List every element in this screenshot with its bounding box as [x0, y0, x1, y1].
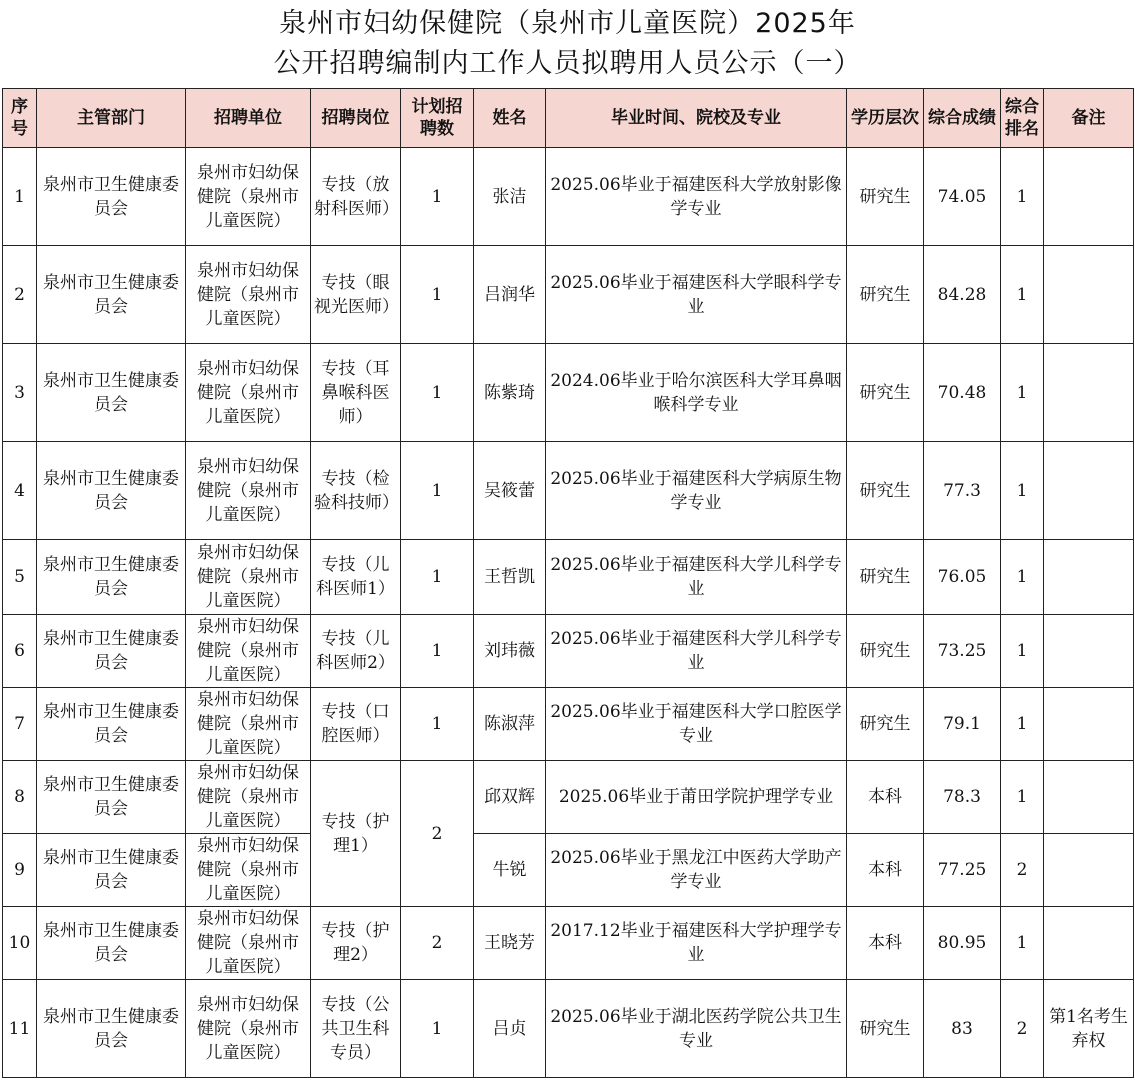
- cell-rank: 1: [1001, 442, 1044, 540]
- cell-rank: 1: [1001, 148, 1044, 246]
- cell-edu: 2025.06毕业于福建医科大学眼科学专业: [546, 246, 847, 344]
- cell-no: 1: [3, 148, 37, 246]
- col-header-unit: 招聘单位: [186, 89, 311, 148]
- cell-edu: 2025.06毕业于福建医科大学儿科学专业: [546, 615, 847, 688]
- cell-note: [1044, 442, 1134, 540]
- cell-name: 刘玮薇: [474, 615, 546, 688]
- cell-note: [1044, 761, 1134, 834]
- cell-post: 专技（儿科医师1）: [311, 540, 401, 615]
- cell-post: 专技（放射科医师）: [311, 148, 401, 246]
- cell-plan: 1: [401, 540, 474, 615]
- cell-name: 邱双辉: [474, 761, 546, 834]
- cell-score: 78.3: [924, 761, 1001, 834]
- cell-no: 11: [3, 980, 37, 1078]
- cell-unit: 泉州市妇幼保健院（泉州市儿童医院）: [186, 907, 311, 980]
- cell-score: 80.95: [924, 907, 1001, 980]
- table-row: [3, 688, 1134, 761]
- cell-score: 84.28: [924, 246, 1001, 344]
- cell-score: 76.05: [924, 540, 1001, 615]
- cell-level: 研究生: [847, 148, 924, 246]
- cell-no: 7: [3, 688, 37, 761]
- table-row: [3, 540, 1134, 615]
- col-header-plan: 计划招聘数: [401, 89, 474, 148]
- cell-unit: 泉州市妇幼保健院（泉州市儿童医院）: [186, 442, 311, 540]
- cell-unit: 泉州市妇幼保健院（泉州市儿童医院）: [186, 980, 311, 1078]
- cell-unit: 泉州市妇幼保健院（泉州市儿童医院）: [186, 615, 311, 688]
- cell-rank: 1: [1001, 688, 1044, 761]
- cell-name: 王哲凯: [474, 540, 546, 615]
- cell-dept: 泉州市卫生健康委员会: [37, 246, 186, 344]
- cell-post: 专技（儿科医师2）: [311, 615, 401, 688]
- cell-plan: 2: [401, 907, 474, 980]
- cell-dept: 泉州市卫生健康委员会: [37, 148, 186, 246]
- cell-rank: 2: [1001, 834, 1044, 907]
- cell-name: 王晓芳: [474, 907, 546, 980]
- cell-note: [1044, 540, 1134, 615]
- cell-rank: 2: [1001, 980, 1044, 1078]
- cell-score: 83: [924, 980, 1001, 1078]
- table-row: [3, 148, 1134, 246]
- cell-edu: 2025.06毕业于莆田学院护理学专业: [546, 761, 847, 834]
- cell-score: 70.48: [924, 344, 1001, 442]
- col-header-post: 招聘岗位: [311, 89, 401, 148]
- title-line-1: 泉州市妇幼保健院（泉州市儿童医院）2025年: [279, 8, 856, 39]
- table-row: [3, 442, 1134, 540]
- cell-post: 专技（耳鼻喉科医师）: [311, 344, 401, 442]
- cell-post: 专技（公共卫生科专员）: [311, 980, 401, 1078]
- candidates-table: [2, 88, 1134, 1078]
- cell-no: 8: [3, 761, 37, 834]
- page-title: [0, 0, 1135, 84]
- cell-post: 专技（检验科技师）: [311, 442, 401, 540]
- cell-unit: 泉州市妇幼保健院（泉州市儿童医院）: [186, 344, 311, 442]
- cell-edu: 2025.06毕业于福建医科大学放射影像学专业: [546, 148, 847, 246]
- cell-score: 77.3: [924, 442, 1001, 540]
- table-row: [3, 907, 1134, 980]
- cell-note: 第1名考生弃权: [1044, 980, 1134, 1078]
- cell-rank: 1: [1001, 540, 1044, 615]
- cell-plan: 1: [401, 980, 474, 1078]
- cell-edu: 2025.06毕业于湖北医药学院公共卫生专业: [546, 980, 847, 1078]
- cell-dept: 泉州市卫生健康委员会: [37, 540, 186, 615]
- cell-no: 4: [3, 442, 37, 540]
- cell-post: 专技（护理2）: [311, 907, 401, 980]
- table-row: [3, 834, 1134, 907]
- cell-note: [1044, 688, 1134, 761]
- cell-plan: 1: [401, 344, 474, 442]
- cell-unit: 泉州市妇幼保健院（泉州市儿童医院）: [186, 688, 311, 761]
- cell-post: 专技（护理1）: [311, 761, 401, 907]
- col-header-edu: 毕业时间、院校及专业: [546, 89, 847, 148]
- cell-level: 研究生: [847, 540, 924, 615]
- cell-note: [1044, 834, 1134, 907]
- cell-plan: 1: [401, 442, 474, 540]
- cell-rank: 1: [1001, 344, 1044, 442]
- col-header-name: 姓名: [474, 89, 546, 148]
- cell-level: 本科: [847, 834, 924, 907]
- cell-score: 77.25: [924, 834, 1001, 907]
- col-header-dept: 主管部门: [37, 89, 186, 148]
- col-header-note: 备注: [1044, 89, 1134, 148]
- cell-level: 研究生: [847, 615, 924, 688]
- cell-post: 专技（口腔医师）: [311, 688, 401, 761]
- cell-edu: 2025.06毕业于福建医科大学儿科学专业: [546, 540, 847, 615]
- cell-no: 2: [3, 246, 37, 344]
- table-row: [3, 344, 1134, 442]
- cell-dept: 泉州市卫生健康委员会: [37, 344, 186, 442]
- cell-unit: 泉州市妇幼保健院（泉州市儿童医院）: [186, 148, 311, 246]
- cell-name: 牛锐: [474, 834, 546, 907]
- cell-post: 专技（眼视光医师）: [311, 246, 401, 344]
- cell-plan: 1: [401, 246, 474, 344]
- cell-name: 陈紫琦: [474, 344, 546, 442]
- cell-plan: 2: [401, 761, 474, 907]
- cell-no: 5: [3, 540, 37, 615]
- cell-name: 陈淑萍: [474, 688, 546, 761]
- cell-name: 吕贞: [474, 980, 546, 1078]
- cell-edu: 2025.06毕业于福建医科大学病原生物学专业: [546, 442, 847, 540]
- cell-score: 73.25: [924, 615, 1001, 688]
- title-line-2: 公开招聘编制内工作人员拟聘用人员公示（一）: [273, 48, 862, 79]
- cell-unit: 泉州市妇幼保健院（泉州市儿童医院）: [186, 761, 311, 834]
- cell-level: 研究生: [847, 344, 924, 442]
- col-header-no: 序号: [3, 89, 37, 148]
- cell-no: 3: [3, 344, 37, 442]
- table-row: [3, 615, 1134, 688]
- cell-edu: 2024.06毕业于哈尔滨医科大学耳鼻咽喉科学专业: [546, 344, 847, 442]
- cell-level: 研究生: [847, 688, 924, 761]
- cell-rank: 1: [1001, 615, 1044, 688]
- cell-edu: 2025.06毕业于福建医科大学口腔医学专业: [546, 688, 847, 761]
- cell-name: 张洁: [474, 148, 546, 246]
- cell-dept: 泉州市卫生健康委员会: [37, 980, 186, 1078]
- cell-plan: 1: [401, 688, 474, 761]
- cell-unit: 泉州市妇幼保健院（泉州市儿童医院）: [186, 834, 311, 907]
- cell-dept: 泉州市卫生健康委员会: [37, 907, 186, 980]
- cell-rank: 1: [1001, 907, 1044, 980]
- cell-level: 研究生: [847, 980, 924, 1078]
- cell-no: 6: [3, 615, 37, 688]
- cell-unit: 泉州市妇幼保健院（泉州市儿童医院）: [186, 540, 311, 615]
- cell-plan: 1: [401, 615, 474, 688]
- cell-note: [1044, 907, 1134, 980]
- cell-level: 本科: [847, 761, 924, 834]
- table-row: [3, 980, 1134, 1078]
- cell-rank: 1: [1001, 761, 1044, 834]
- cell-edu: 2017.12毕业于福建医科大学护理学专业: [546, 907, 847, 980]
- cell-score: 79.1: [924, 688, 1001, 761]
- cell-edu: 2025.06毕业于黑龙江中医药大学助产学专业: [546, 834, 847, 907]
- cell-note: [1044, 148, 1134, 246]
- cell-rank: 1: [1001, 246, 1044, 344]
- cell-no: 9: [3, 834, 37, 907]
- cell-name: 吴筱蕾: [474, 442, 546, 540]
- table-row: [3, 761, 1134, 834]
- cell-note: [1044, 615, 1134, 688]
- cell-level: 研究生: [847, 246, 924, 344]
- cell-level: 研究生: [847, 442, 924, 540]
- cell-unit: 泉州市妇幼保健院（泉州市儿童医院）: [186, 246, 311, 344]
- cell-plan: 1: [401, 148, 474, 246]
- cell-no: 10: [3, 907, 37, 980]
- cell-dept: 泉州市卫生健康委员会: [37, 834, 186, 907]
- col-header-score: 综合成绩: [924, 89, 1001, 148]
- col-header-rank: 综合排名: [1001, 89, 1044, 148]
- cell-dept: 泉州市卫生健康委员会: [37, 615, 186, 688]
- table-row: [3, 246, 1134, 344]
- cell-note: [1044, 344, 1134, 442]
- cell-dept: 泉州市卫生健康委员会: [37, 761, 186, 834]
- cell-level: 本科: [847, 907, 924, 980]
- table-header-row: [3, 89, 1134, 148]
- col-header-level: 学历层次: [847, 89, 924, 148]
- cell-score: 74.05: [924, 148, 1001, 246]
- cell-note: [1044, 246, 1134, 344]
- cell-dept: 泉州市卫生健康委员会: [37, 442, 186, 540]
- cell-name: 吕润华: [474, 246, 546, 344]
- cell-dept: 泉州市卫生健康委员会: [37, 688, 186, 761]
